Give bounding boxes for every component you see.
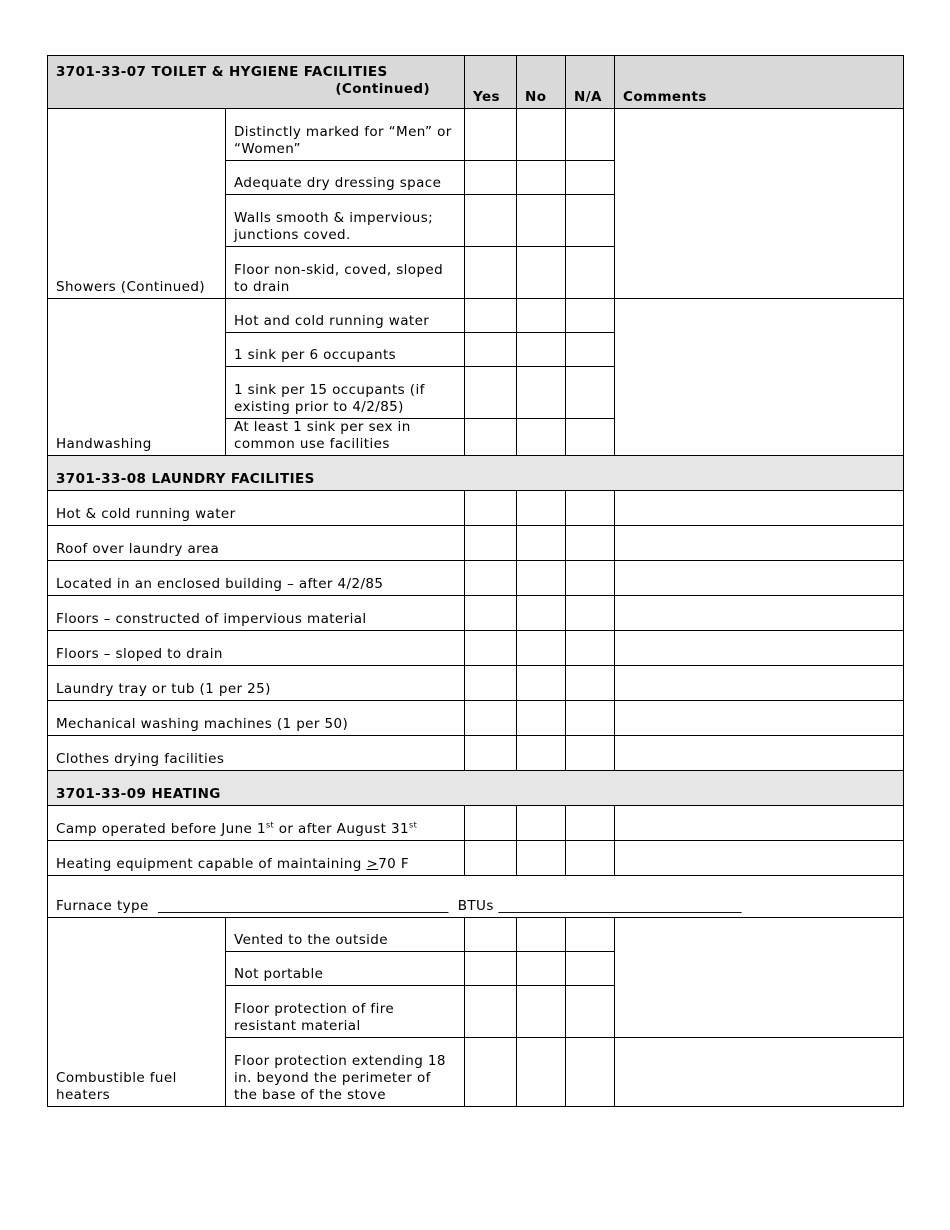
na-checkbox-cell[interactable]: [566, 736, 615, 771]
section-header-row: [48, 456, 904, 491]
item-label: Hot & cold running water: [48, 491, 465, 526]
comments-field[interactable]: [615, 736, 904, 771]
furnace-type-field[interactable]: ___________________________________________: [158, 898, 449, 914]
na-checkbox-cell[interactable]: [566, 596, 615, 631]
no-checkbox-cell[interactable]: [517, 247, 566, 299]
na-checkbox-cell[interactable]: [566, 109, 615, 161]
yes-checkbox-cell[interactable]: [465, 491, 517, 526]
section-title-continued: (Continued): [335, 81, 431, 97]
yes-checkbox-cell[interactable]: [465, 299, 517, 333]
camp-operated-text-2: or after August 31: [274, 821, 409, 837]
no-checkbox-cell[interactable]: [517, 161, 566, 195]
na-checkbox-cell[interactable]: [566, 195, 615, 247]
item-label: Vented to the outside: [226, 918, 465, 952]
yes-checkbox-cell[interactable]: [465, 561, 517, 596]
yes-checkbox-cell[interactable]: [465, 841, 517, 876]
table-row: [48, 736, 904, 771]
yes-checkbox-cell[interactable]: [465, 631, 517, 666]
item-label-heating-equipment: [48, 841, 465, 876]
table-row: [48, 596, 904, 631]
comments-field[interactable]: [615, 526, 904, 561]
furnace-type-label: Furnace type: [56, 898, 149, 914]
yes-checkbox-cell[interactable]: [465, 986, 517, 1038]
no-checkbox-cell[interactable]: [517, 419, 566, 456]
yes-checkbox-cell[interactable]: [465, 806, 517, 841]
yes-checkbox-cell[interactable]: [465, 596, 517, 631]
btus-label: BTUs: [457, 898, 494, 914]
na-checkbox-cell[interactable]: [566, 1038, 615, 1107]
table-row: [48, 109, 904, 161]
comments-field[interactable]: [615, 631, 904, 666]
na-checkbox-cell[interactable]: [566, 526, 615, 561]
na-checkbox-cell[interactable]: [566, 701, 615, 736]
heating-equipment-text: Heating equipment capable of maintaining: [56, 856, 367, 872]
table-row: [48, 526, 904, 561]
na-checkbox-cell[interactable]: [566, 631, 615, 666]
no-checkbox-cell[interactable]: [517, 701, 566, 736]
comments-field[interactable]: [615, 109, 904, 299]
comments-field[interactable]: [615, 806, 904, 841]
item-label: Adequate dry dressing space: [226, 161, 465, 195]
na-checkbox-cell[interactable]: [566, 333, 615, 367]
item-label-camp-operated: [48, 806, 465, 841]
no-checkbox-cell[interactable]: [517, 1038, 566, 1107]
no-checkbox-cell[interactable]: [517, 631, 566, 666]
item-label: 1 sink per 6 occupants: [226, 333, 465, 367]
superscript-st: st: [409, 820, 418, 830]
no-checkbox-cell[interactable]: [517, 367, 566, 419]
item-label: At least 1 sink per sex in common use facilities: [226, 419, 465, 456]
table-row: [48, 631, 904, 666]
no-checkbox-cell[interactable]: [517, 109, 566, 161]
table-row: [48, 841, 904, 876]
item-label: Mechanical washing machines (1 per 50): [48, 701, 465, 736]
section-title-laundry: 3701-33-08 LAUNDRY FACILITIES: [48, 456, 904, 491]
item-label: Floors – constructed of impervious material: [48, 596, 465, 631]
no-checkbox-cell[interactable]: [517, 841, 566, 876]
comments-field[interactable]: [615, 561, 904, 596]
item-label: Floor non-skid, coved, sloped to drain: [226, 247, 465, 299]
section-title-toilet-hygiene: [48, 56, 465, 109]
na-checkbox-cell[interactable]: [566, 918, 615, 952]
item-label: Not portable: [226, 952, 465, 986]
comments-field[interactable]: [615, 491, 904, 526]
yes-checkbox-cell[interactable]: [465, 333, 517, 367]
item-label: Clothes drying facilities: [48, 736, 465, 771]
yes-checkbox-cell[interactable]: [465, 195, 517, 247]
section-title-heating: 3701-33-09 HEATING: [48, 771, 904, 806]
na-checkbox-cell[interactable]: [566, 952, 615, 986]
na-checkbox-cell[interactable]: [566, 986, 615, 1038]
section-title-line1: 3701-33-07 TOILET & HYGIENE FACILITIES: [56, 64, 388, 80]
no-checkbox-cell[interactable]: [517, 596, 566, 631]
item-label: Floor protection of fire resistant material: [226, 986, 465, 1038]
yes-checkbox-cell[interactable]: [465, 918, 517, 952]
na-checkbox-cell[interactable]: [566, 299, 615, 333]
superscript-st: st: [265, 820, 275, 830]
na-checkbox-cell[interactable]: [566, 247, 615, 299]
group-label-combustible-fuel-heaters: Combustible fuel heaters: [48, 918, 226, 1107]
comments-field[interactable]: [615, 841, 904, 876]
yes-checkbox-cell[interactable]: [465, 736, 517, 771]
comments-field[interactable]: [615, 666, 904, 701]
yes-checkbox-cell[interactable]: [465, 419, 517, 456]
col-header-na: N/A: [566, 56, 615, 109]
item-label: Roof over laundry area: [48, 526, 465, 561]
no-checkbox-cell[interactable]: [517, 666, 566, 701]
na-checkbox-cell[interactable]: [566, 806, 615, 841]
no-checkbox-cell[interactable]: [517, 299, 566, 333]
table-row: [48, 918, 904, 952]
na-checkbox-cell[interactable]: [566, 666, 615, 701]
no-checkbox-cell[interactable]: [517, 986, 566, 1038]
item-label: Located in an enclosed building – after 4/2/85: [48, 561, 465, 596]
item-label: Walls smooth & impervious; junctions coved.: [226, 195, 465, 247]
table-row: [48, 806, 904, 841]
comments-field[interactable]: [615, 701, 904, 736]
na-checkbox-cell[interactable]: [566, 367, 615, 419]
item-label: Distinctly marked for “Men” or “Women”: [226, 109, 465, 161]
item-label: Floors – sloped to drain: [48, 631, 465, 666]
no-checkbox-cell[interactable]: [517, 918, 566, 952]
no-checkbox-cell[interactable]: [517, 333, 566, 367]
table-row: [48, 491, 904, 526]
item-label: Hot and cold running water: [226, 299, 465, 333]
comments-field[interactable]: [615, 1038, 904, 1107]
btus-field[interactable]: ____________________________________: [498, 898, 742, 914]
no-checkbox-cell[interactable]: [517, 526, 566, 561]
no-checkbox-cell[interactable]: [517, 491, 566, 526]
col-header-comments: Comments: [615, 56, 904, 109]
na-checkbox-cell[interactable]: [566, 561, 615, 596]
yes-checkbox-cell[interactable]: [465, 952, 517, 986]
comments-field[interactable]: [615, 596, 904, 631]
na-checkbox-cell[interactable]: [566, 491, 615, 526]
item-label: Floor protection extending 18 in. beyond the perimeter of the base of the stove: [226, 1038, 465, 1107]
comments-field[interactable]: [615, 299, 904, 456]
table-row: [48, 666, 904, 701]
no-checkbox-cell[interactable]: [517, 195, 566, 247]
group-label-handwashing: Handwashing: [48, 299, 226, 456]
table-row: [48, 561, 904, 596]
na-checkbox-cell[interactable]: [566, 161, 615, 195]
yes-checkbox-cell[interactable]: [465, 666, 517, 701]
yes-checkbox-cell[interactable]: [465, 247, 517, 299]
col-header-no: No: [517, 56, 566, 109]
greater-equal-symbol: >: [366, 856, 379, 872]
table-row: [48, 701, 904, 736]
item-label: Laundry tray or tub (1 per 25): [48, 666, 465, 701]
item-label: 1 sink per 15 occupants (if existing prior to 4/2/85): [226, 367, 465, 419]
section-header-row: [48, 771, 904, 806]
na-checkbox-cell[interactable]: [566, 419, 615, 456]
table-header-row: [48, 56, 904, 109]
table-row-furnace: [48, 876, 904, 918]
yes-checkbox-cell[interactable]: [465, 701, 517, 736]
group-label-showers: Showers (Continued): [48, 109, 226, 299]
inspection-form-table: [47, 55, 904, 1107]
no-checkbox-cell[interactable]: [517, 736, 566, 771]
yes-checkbox-cell[interactable]: [465, 109, 517, 161]
no-checkbox-cell[interactable]: [517, 561, 566, 596]
yes-checkbox-cell[interactable]: [465, 161, 517, 195]
furnace-row: [48, 876, 904, 918]
heating-equipment-temp: 70 F: [378, 856, 410, 872]
no-checkbox-cell[interactable]: [517, 806, 566, 841]
camp-operated-text-1: Camp operated before June 1: [56, 821, 266, 837]
yes-checkbox-cell[interactable]: [465, 1038, 517, 1107]
table-row: [48, 299, 904, 333]
comments-field[interactable]: [615, 918, 904, 1038]
no-checkbox-cell[interactable]: [517, 952, 566, 986]
col-header-yes: Yes: [465, 56, 517, 109]
yes-checkbox-cell[interactable]: [465, 367, 517, 419]
na-checkbox-cell[interactable]: [566, 841, 615, 876]
yes-checkbox-cell[interactable]: [465, 526, 517, 561]
